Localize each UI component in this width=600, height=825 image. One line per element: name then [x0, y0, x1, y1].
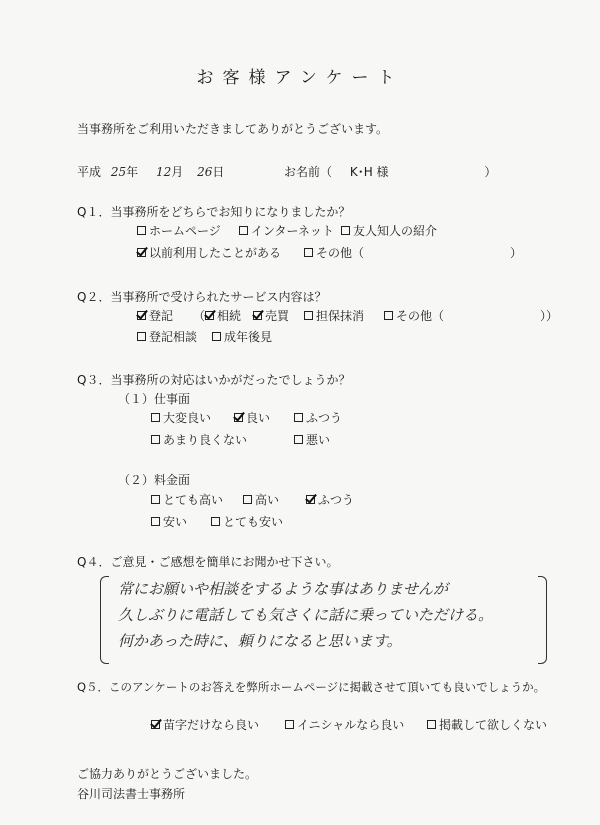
q3-work-good[interactable]: [234, 409, 270, 426]
name-value[interactable]: K･H 様: [349, 165, 389, 179]
date-day[interactable]: 26: [197, 165, 213, 179]
thanks-text: ご協力ありがとうございました。: [77, 767, 258, 781]
q3-fee-heading: （２）料金面: [118, 473, 191, 487]
option-label: 売買: [265, 309, 290, 323]
option-label: 掲載して欲しくない: [439, 718, 548, 732]
survey-title: お客様アンケート: [196, 68, 404, 88]
date-month-unit: 月: [171, 165, 184, 179]
checkbox-icon[interactable]: [341, 226, 350, 235]
option-label: 良い: [246, 411, 271, 425]
office-name: 谷川司法書士事務所: [77, 787, 186, 801]
option-label: ふつう: [306, 411, 343, 425]
checked-checkbox-icon[interactable]: [137, 311, 146, 320]
q1-option-previous-use[interactable]: [137, 244, 281, 261]
option-label: とても安い: [223, 515, 284, 529]
option-label: 以前利用したことがある: [149, 246, 282, 260]
q1-question: Q１．当事務所をどちらでお知りになりましたか？: [77, 205, 351, 219]
checkbox-icon[interactable]: [427, 720, 436, 729]
option-label: インターネット: [251, 224, 334, 238]
date-era: 平成: [77, 165, 102, 179]
option-label: イニシャルなら良い: [297, 718, 405, 732]
q3-work-heading: （１）仕事面: [118, 392, 191, 406]
q5-option-surname-only[interactable]: [151, 716, 259, 733]
date-month[interactable]: 12: [155, 165, 172, 179]
checkbox-icon[interactable]: [212, 332, 221, 341]
q2-option-sale[interactable]: [253, 307, 289, 324]
q5-option-initials-only[interactable]: [285, 716, 404, 733]
checkbox-icon[interactable]: [151, 413, 160, 422]
option-label: 相続: [217, 309, 242, 323]
option-label: 担保抹消: [316, 309, 365, 323]
option-label: とても高い: [163, 493, 224, 507]
checkbox-icon[interactable]: [151, 435, 160, 444]
q2-option-consultation[interactable]: [137, 328, 197, 345]
q5-option-no-publish[interactable]: [427, 716, 547, 733]
q2-option-registration[interactable]: [137, 307, 173, 324]
q4-question: Q４．ご意見・ご感想を簡単にお聞かせ下さい。: [77, 555, 339, 569]
date-year-unit: 年: [126, 165, 139, 179]
checkbox-icon[interactable]: [137, 332, 146, 341]
date-year[interactable]: 25: [110, 165, 127, 179]
q1-option-homepage[interactable]: [137, 222, 221, 239]
option-label: その他（: [396, 309, 445, 323]
q3-fee-cheap[interactable]: [151, 513, 187, 530]
q5-question: Q５．このアンケートのお答えを弊所ホームページに掲載させて頂いても良いでしょうか。: [77, 680, 546, 694]
option-label: 安い: [163, 515, 188, 529]
q2-option-mortgage-cancel[interactable]: [304, 307, 364, 324]
q2-option-guardianship[interactable]: [212, 328, 272, 345]
name-label: お名前（: [284, 165, 333, 179]
checkbox-icon[interactable]: [239, 226, 248, 235]
q3-question: Q３．当事務所の対応はいかがだったでしょうか？: [77, 373, 351, 387]
comment-bracket-right: [538, 576, 547, 664]
option-label: その他（: [316, 246, 365, 260]
option-label: 友人知人の紹介: [353, 224, 438, 238]
checked-checkbox-icon[interactable]: [234, 413, 243, 422]
name-close: ）: [484, 165, 497, 179]
q3-fee-high[interactable]: [243, 491, 279, 508]
option-label: 登記相談: [149, 330, 198, 344]
checked-checkbox-icon[interactable]: [306, 495, 315, 504]
option-label: 大変良い: [163, 411, 212, 425]
q2-question: Q２．当事務所で受けられたサービス内容は？: [77, 290, 327, 304]
q1-option-other[interactable]: [304, 244, 364, 261]
checked-checkbox-icon[interactable]: [151, 720, 160, 729]
comment-line-3[interactable]: 何かあった時に、頼りになると思います。: [118, 632, 402, 650]
checkbox-icon[interactable]: [151, 495, 160, 504]
checked-checkbox-icon[interactable]: [253, 311, 262, 320]
comment-line-1[interactable]: 常にお願いや相談をするような事はありませんが: [118, 580, 449, 598]
q3-work-bad[interactable]: [294, 431, 330, 448]
option-label: ふつう: [318, 493, 355, 507]
q3-fee-average[interactable]: [306, 491, 354, 508]
name-field: [284, 163, 496, 180]
q2-close-paren: ））: [540, 309, 559, 323]
comment-line-2[interactable]: 久しぶりに電話しても気さくに話に乗っていただける。: [118, 606, 494, 624]
q1-option-internet[interactable]: [239, 222, 334, 239]
option-label: 高い: [255, 493, 280, 507]
option-label: ホームページ: [149, 224, 221, 238]
checked-checkbox-icon[interactable]: [205, 311, 214, 320]
option-label: 悪い: [306, 433, 331, 447]
date-day-unit: 日: [212, 165, 225, 179]
checkbox-icon[interactable]: [294, 413, 303, 422]
q2-open-paren: （: [193, 309, 206, 323]
checkbox-icon[interactable]: [285, 720, 294, 729]
q3-work-average[interactable]: [294, 409, 342, 426]
comment-bracket-left: [100, 576, 109, 664]
checkbox-icon[interactable]: [211, 517, 220, 526]
q3-work-not-good[interactable]: [151, 431, 247, 448]
date-field: [77, 163, 224, 180]
intro-text: 当事務所をご利用いただきましてありがとうございます。: [77, 122, 389, 136]
q3-fee-very-high[interactable]: [151, 491, 223, 508]
checkbox-icon[interactable]: [294, 435, 303, 444]
option-label: 登記: [149, 309, 174, 323]
option-label: 成年後見: [224, 330, 273, 344]
checkbox-icon[interactable]: [243, 495, 252, 504]
q2-option-other[interactable]: [384, 307, 444, 324]
q2-option-inheritance[interactable]: [205, 307, 241, 324]
option-label: あまり良くない: [163, 433, 248, 447]
q3-fee-very-cheap[interactable]: [211, 513, 283, 530]
q3-work-very-good[interactable]: [151, 409, 211, 426]
checkbox-icon[interactable]: [137, 226, 146, 235]
q1-close-paren: ）: [510, 246, 523, 260]
option-label: 苗字だけなら良い: [163, 718, 260, 732]
checkbox-icon[interactable]: [304, 248, 313, 257]
checked-checkbox-icon[interactable]: [137, 248, 146, 257]
q1-option-referral[interactable]: [341, 222, 437, 239]
checkbox-icon[interactable]: [384, 311, 393, 320]
checkbox-icon[interactable]: [151, 517, 160, 526]
checkbox-icon[interactable]: [304, 311, 313, 320]
